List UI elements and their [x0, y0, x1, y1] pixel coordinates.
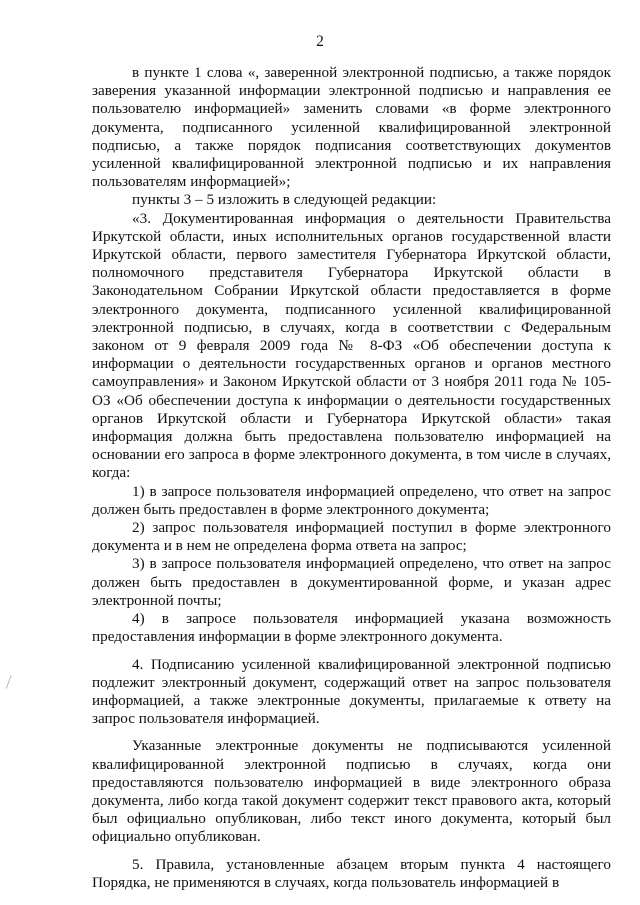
document-body — [92, 64, 611, 892]
paragraph-point-3: «3. Документированная информация о деятельности Правительства Иркутской области, иных исполнительных органов государственной власти Иркутской области, первого заместителя Губернатора Иркутской области, полномочного представителя Губернатора Иркутской области в Законодательном Собрании Иркутской области предоставляется в форме электронного документа, подписанного усиленной квалифицированной электронной подписью, в случаях, когда в соответствии с Федеральным законом от 9 февраля 2009 года № 8-ФЗ «Об обеспечении доступа к информации о деятельности государственных органов и органов местного самоуправления» и Законом Иркутской области от 3 ноября 2011 года № 105-ОЗ «Об обеспечении доступа к информации о деятельности государственных органов Иркутской области и Губернатора Иркутской области» такая информация должна быть предоставлена пользователю информацией на основании его запроса в форме электронного документа, в том числе в случаях, когда: — [92, 209, 611, 482]
paragraph-subpoint-2: 2) запрос пользователя информацией поступил в форме электронного документа и в нем не определена форма ответа на запрос; — [92, 519, 611, 555]
paragraph-subpoint-3: 3) в запросе пользователя информацией определено, что ответ на запрос должен быть предоставлен в документированной форме, и указан адрес электронной почты; — [92, 555, 611, 609]
paragraph-points-3-5-intro: пункты 3 – 5 изложить в следующей редакции: — [132, 191, 437, 209]
paragraph-subpoint-4: 4) в запросе пользователя информацией указана возможность предоставления информации в форме электронного документа. — [92, 610, 611, 646]
margin-mark — [6, 675, 17, 691]
paragraph-amendment-point-1: в пункте 1 слова «, заверенной электронной подписью, а также порядок заверения указанной информации электронной подписью и направления ее пользователю информацией» заменить словами «в форме электронного документа, подписанного усиленной квалифицированной электронной подписью, а также порядок подписания соответствующих документов усиленной квалифицированной электронной подписью и их направления пользователям информацией»; — [92, 64, 611, 191]
paragraph-point-4-exceptions: Указанные электронные документы не подписываются усиленной квалифицированной электронной подписью в случаях, когда они предоставляются пользователю информацией в виде электронного образа документа, либо когда такой документ содержит текст правового акта, который был официально опубликован, либо текст иного документа, который был официально опубликован. — [92, 737, 611, 846]
paragraph-point-4: 4. Подписанию усиленной квалифицированной электронной подписью подлежит электронный документ, содержащий ответ на запрос пользователя информацией, а также электронные документы, прилагаемые к ответу на запрос пользователя информацией. — [92, 655, 611, 728]
paragraph-subpoint-1: 1) в запросе пользователя информацией определено, что ответ на запрос должен быть предоставлен в форме электронного документа; — [92, 482, 611, 518]
paragraph-point-5: 5. Правила, установленные абзацем вторым пункта 4 настоящего Порядка, не применяются в случаях, когда пользователь информацией в — [92, 855, 611, 891]
page-number: 2 — [316, 33, 324, 50]
